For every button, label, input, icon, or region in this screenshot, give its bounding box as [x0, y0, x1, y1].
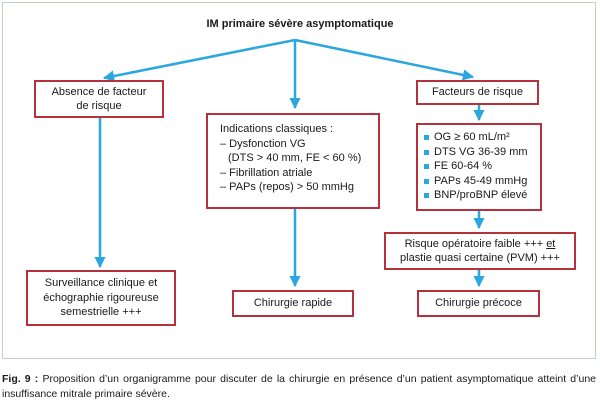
classic-indications-box: Indications classiques : – Dysfonction VG (DTS > 40 mm, FE < 60 %) – Fibrillation atriale – PAPs (repos) > 50 mmHg	[206, 113, 380, 209]
risk-factors-list-box	[416, 123, 542, 211]
risk-item: FE 60-64 %	[424, 159, 540, 174]
risk-factors-list	[424, 130, 540, 203]
operative-risk-box: Risque opératoire faible +++ et plastie quasi certaine (PVM) +++	[384, 232, 576, 270]
risk-item: BNP/proBNP élevé	[424, 188, 540, 203]
surveillance-box: Surveillance clinique et échographie rigoureuse semestrielle +++	[26, 270, 176, 326]
arrow-title-to-right	[295, 40, 473, 77]
caption-text: Proposition d’un organigramme pour discuter de la chirurgie en présence d’un patient asymptomatique atteint d’une insuffisance mitrale primaire sévère.	[2, 373, 596, 400]
risk-item: DTS VG 36-39 mm	[424, 145, 540, 160]
diagram-title: IM primaire sévère asymptomatique	[206, 18, 394, 30]
figure-caption	[2, 372, 596, 402]
risk-item: PAPs 45-49 mmHg	[424, 174, 540, 189]
arrow-title-to-left	[104, 40, 295, 78]
risk-factors-box: Facteurs de risque	[416, 80, 539, 105]
rapid-surgery-box: Chirurgie rapide	[232, 290, 354, 317]
no-risk-factor-box: Absence de facteur de risque	[34, 80, 164, 118]
caption-label: Fig. 9 :	[2, 373, 39, 385]
risk-item: OG ≥ 60 mL/m²	[424, 130, 540, 145]
early-surgery-box: Chirurgie précoce	[417, 290, 540, 317]
